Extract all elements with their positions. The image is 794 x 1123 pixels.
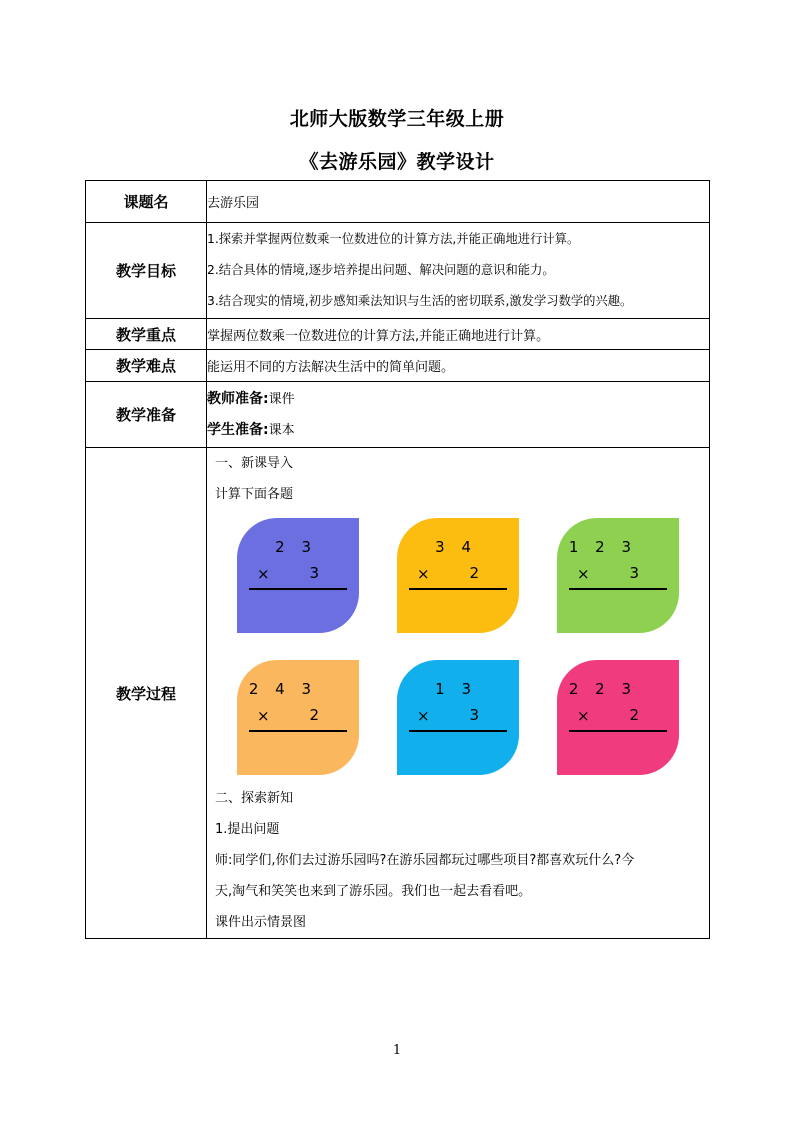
answer-line — [409, 588, 507, 590]
topic-value: 去游乐园 — [207, 181, 710, 223]
problem-multiplier: 2 — [629, 706, 639, 724]
teacher-prep — [207, 384, 709, 415]
key-point-label: 教学重点 — [86, 319, 207, 350]
document-subtitle: 《去游乐园》教学设计 — [299, 151, 495, 173]
problem-multiplier: 3 — [629, 564, 639, 582]
multiply-sign: × — [577, 565, 590, 583]
problem-multiplicand: 2 3 — [275, 538, 317, 556]
problem-multiplier: 3 — [309, 564, 319, 582]
answer-line — [409, 730, 507, 732]
problem-multiplicand: 2 4 3 — [248, 680, 317, 698]
goal-item: 3.结合现实的情境,初步感知乘法知识与生活的密切联系,激发学习数学的兴趣。 — [207, 294, 633, 308]
problem-card — [557, 660, 679, 775]
row-goals — [86, 223, 710, 319]
row-topic — [86, 181, 710, 223]
section-explore-heading: 二、探索新知 — [215, 791, 294, 806]
goals-label: 教学目标 — [86, 223, 207, 319]
process-content — [207, 448, 710, 939]
multiply-sign: × — [257, 565, 270, 583]
problem-multiplicand: 1 2 3 — [568, 538, 637, 556]
multiply-sign: × — [417, 707, 430, 725]
problem-card — [397, 518, 519, 633]
student-prep-label: 学生准备: — [207, 421, 269, 438]
teacher-dialog-line2: 天,淘气和笑笑也来到了游乐园。我们也一起去看看吧。 — [215, 884, 532, 899]
row-process — [86, 448, 710, 939]
document-title: 北师大版数学三年级上册 — [289, 108, 505, 130]
answer-line — [569, 730, 667, 732]
answer-line — [249, 730, 347, 732]
difficulty-value: 能运用不同的方法解决生活中的简单问题。 — [207, 350, 710, 382]
goal-item: 1.探索并掌握两位数乘一位数进位的计算方法,并能正确地进行计算。 — [207, 232, 580, 246]
courseware-note: 课件出示情景图 — [215, 915, 307, 930]
key-point-value: 掌握两位数乘一位数进位的计算方法,并能正确地进行计算。 — [207, 319, 710, 350]
row-key-point — [86, 319, 710, 350]
problem-multiplicand: 3 4 — [435, 538, 477, 556]
goal-item: 2.结合具体的情境,逐步培养提出问题、解决问题的意识和能力。 — [207, 263, 555, 277]
teacher-prep-label: 教师准备: — [207, 390, 269, 407]
multiply-sign: × — [417, 565, 430, 583]
preparation-content — [207, 382, 710, 448]
answer-line — [569, 588, 667, 590]
exercise-instruction: 计算下面各题 — [215, 487, 294, 502]
problem-multiplicand: 1 3 — [435, 680, 477, 698]
multiply-sign: × — [577, 707, 590, 725]
step-ask-question: 1.提出问题 — [215, 822, 280, 837]
problem-multiplicand: 2 2 3 — [568, 680, 637, 698]
problem-card — [557, 518, 679, 633]
topic-label: 课题名 — [86, 181, 207, 223]
row-difficulty — [86, 350, 710, 382]
answer-line — [249, 588, 347, 590]
row-preparation — [86, 382, 710, 448]
student-prep-value: 课本 — [268, 422, 295, 438]
preparation-label: 教学准备 — [86, 382, 207, 448]
section-intro-heading: 一、新课导入 — [215, 456, 294, 471]
problem-card — [237, 660, 359, 775]
problem-card — [237, 518, 359, 633]
teacher-dialog-line1: 师:同学们,你们去过游乐园吗?在游乐园都玩过哪些项目?都喜欢玩什么?今 — [215, 853, 635, 868]
problem-multiplier: 2 — [469, 564, 479, 582]
difficulty-label: 教学难点 — [86, 350, 207, 382]
multiply-sign: × — [257, 707, 270, 725]
problem-multiplier: 2 — [309, 706, 319, 724]
page-number: 1 — [392, 1043, 402, 1058]
lesson-plan-table — [85, 180, 710, 939]
teacher-prep-value: 课件 — [268, 391, 295, 407]
problem-multiplier: 3 — [469, 706, 479, 724]
student-prep — [207, 415, 709, 446]
goals-content — [207, 223, 710, 319]
process-label: 教学过程 — [86, 448, 207, 939]
problem-card — [397, 660, 519, 775]
